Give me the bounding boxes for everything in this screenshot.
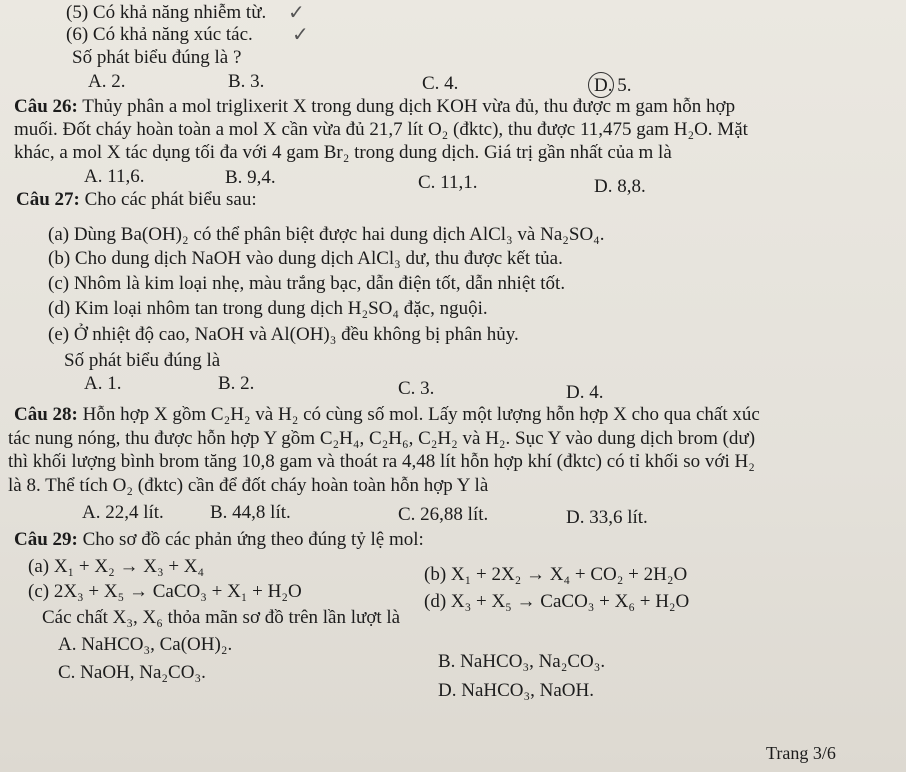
- q27-statement-d: (d) Kim loại nhôm tan trong dung dịch H₂SO₄ đặc, nguội.: [48, 298, 488, 319]
- q29-option-d: D. NaHCO₃, NaOH.: [438, 680, 594, 701]
- q28-label: Câu 28:: [14, 404, 78, 425]
- q29-label: Câu 29:: [14, 529, 78, 550]
- q27-option-c: C. 3.: [398, 378, 435, 399]
- q26-label: Câu 26:: [14, 96, 78, 117]
- q26-line-1: [14, 96, 735, 118]
- q26-line-2: muối. Đốt cháy hoàn toàn a mol X cần vừa đủ 21,7 lít O₂ (đktc), thu được 11,475 gam H₂O. Mặt: [14, 119, 748, 140]
- q28-text-1: Hỗn hợp X gồm C₂H₂ và H₂ có cùng số mol. Lấy một lượng hỗn hợp X cho qua chất xúc: [77, 404, 760, 425]
- q29-option-b: B. NaHCO₃, Na₂CO₃.: [438, 651, 606, 672]
- q27-option-a: A. 1.: [84, 373, 122, 394]
- q29-reaction-d: (d) X₃ + X₅ → CaCO₃ + X₆ + H₂O: [424, 591, 690, 612]
- q25-prompt: Số phát biểu đúng là ?: [72, 47, 242, 68]
- q25-statement-5: (5) Có khả năng nhiễm từ.: [66, 2, 267, 23]
- q26-line-3: khác, a mol X tác dụng tối đa với 4 gam Br₂ trong dung dịch. Giá trị gần nhất của m là: [14, 142, 672, 163]
- q27-statement-b: (b) Cho dung dịch NaOH vào dung dịch AlCl₃ dư, thu được kết tủa.: [48, 248, 563, 269]
- q29-reaction-a: (a) X₁ + X₂ → X₃ + X₄: [28, 556, 205, 577]
- q27-title: [16, 189, 257, 211]
- q27-prompt: Số phát biểu đúng là: [64, 350, 221, 371]
- q26-option-c: C. 11,1.: [418, 172, 478, 193]
- page-number: Trang 3/6: [766, 743, 836, 763]
- q29-option-c: C. NaOH, Na₂CO₃.: [58, 662, 206, 683]
- q27-label: Câu 27:: [16, 189, 80, 210]
- q27-title-text: Cho các phát biểu sau:: [79, 189, 257, 210]
- q25-option-a: A. 2.: [88, 71, 126, 92]
- q29-option-a: A. NaHCO₃, Ca(OH)₂.: [58, 634, 233, 655]
- check-icon: ✓: [288, 2, 305, 24]
- check-icon: ✓: [292, 24, 309, 46]
- q25-option-c: C. 4.: [422, 73, 459, 94]
- q28-line-2: tác nung nóng, thu được hỗn hợp Y gồm C₂H₄, C₂H₆, C₂H₂ và H₂. Sục Y vào dung dịch brom (dư): [8, 428, 756, 449]
- q29-reaction-b: (b) X₁ + 2X₂ → X₄ + CO₂ + 2H₂O: [424, 564, 688, 585]
- q28-option-c: C. 26,88 lít.: [398, 504, 489, 525]
- q28-option-b: B. 44,8 lít.: [210, 502, 291, 523]
- q28-line-3: thì khối lượng bình brom tăng 10,8 gam và thoát ra 4,48 lít hỗn hợp khí (đktc) có tỉ khối so với H₂: [8, 451, 755, 472]
- q26-option-a: A. 11,6.: [84, 166, 145, 187]
- q29-reaction-c: (c) 2X₃ + X₅ → CaCO₃ + X₁ + H₂O: [28, 581, 302, 602]
- q29-title: [14, 529, 424, 551]
- q29-prompt: Các chất X₃, X₆ thỏa mãn sơ đồ trên lần lượt là: [42, 607, 401, 628]
- q27-option-d: D. 4.: [566, 382, 604, 403]
- q27-statement-c: (c) Nhôm là kim loại nhẹ, màu trắng bạc, dẫn điện tốt, dẫn nhiệt tốt.: [48, 273, 566, 294]
- q27-option-b: B. 2.: [218, 373, 255, 394]
- q28-option-a: A. 22,4 lít.: [82, 502, 164, 523]
- q26-text-1: Thủy phân a mol triglixerit X trong dung dịch KOH vừa đủ, thu được m gam hỗn hợp: [77, 96, 736, 117]
- q25-option-d: D. 5.: [594, 75, 632, 96]
- q28-option-d: D. 33,6 lít.: [566, 507, 648, 528]
- q27-statement-e: (e) Ở nhiệt độ cao, NaOH và Al(OH)₃ đều không bị phân hủy.: [48, 324, 519, 345]
- q25-statement-6: (6) Có khả năng xúc tác.: [66, 24, 253, 45]
- q25-option-b: B. 3.: [228, 71, 265, 92]
- q28-line-1: [14, 404, 760, 426]
- q27-statement-a: (a) Dùng Ba(OH)₂ có thể phân biệt được hai dung dịch AlCl₃ và Na₂SO₄.: [48, 224, 605, 245]
- q26-option-b: B. 9,4.: [225, 167, 276, 188]
- q28-line-4: là 8. Thể tích O₂ (đktc) cần để đốt cháy hoàn toàn hỗn hợp Y là: [8, 475, 489, 496]
- q29-title-text: Cho sơ đồ các phản ứng theo đúng tỷ lệ mol:: [77, 529, 424, 550]
- q26-option-d: D. 8,8.: [594, 176, 646, 197]
